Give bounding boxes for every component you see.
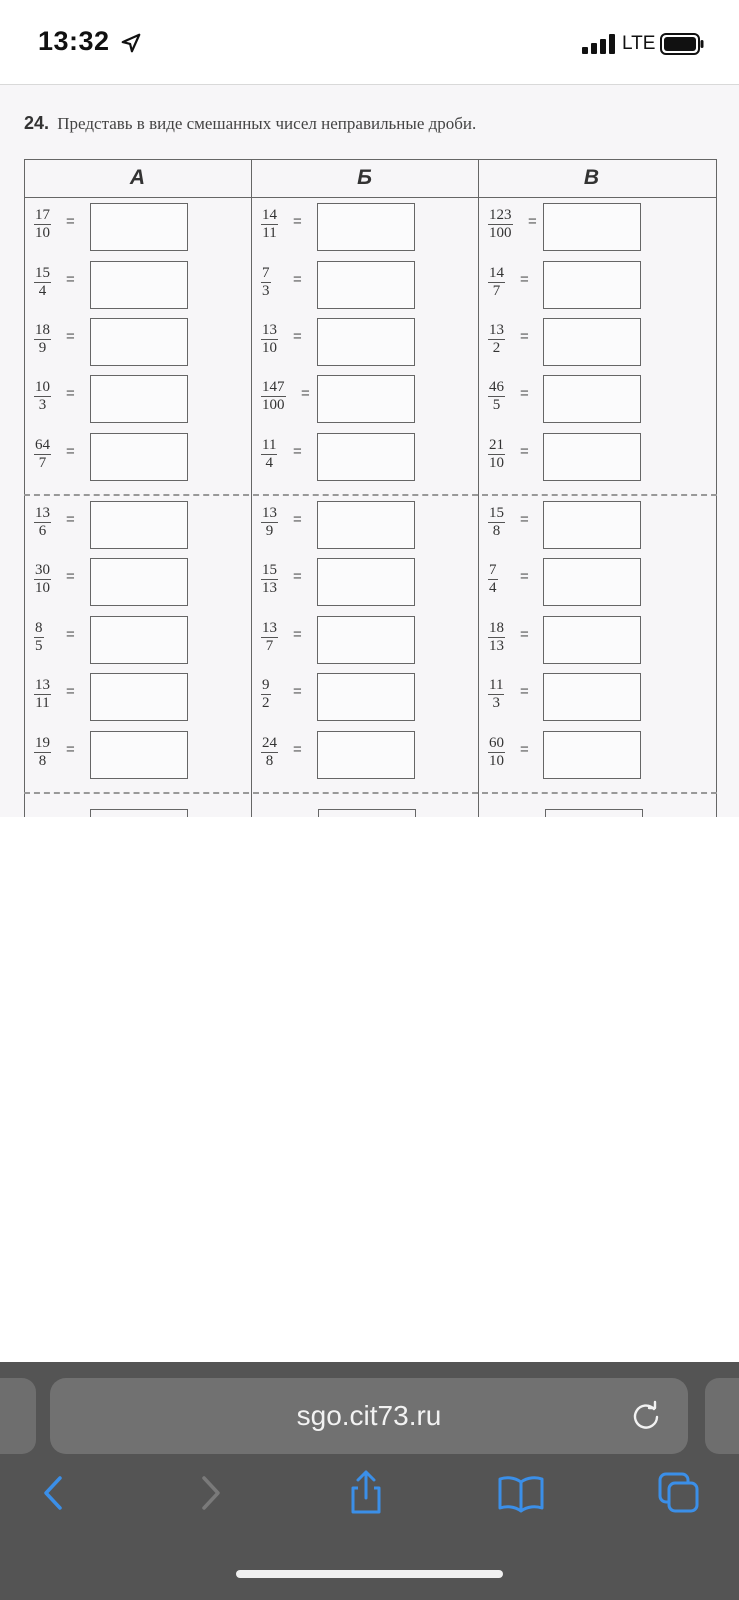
fraction: [261, 677, 271, 712]
task-heading: [24, 113, 476, 134]
share-icon[interactable]: [341, 1468, 391, 1518]
equals-sign: =: [293, 443, 302, 460]
equals-sign: =: [520, 568, 529, 585]
denominator: 10: [35, 580, 50, 596]
numerator: 123: [489, 207, 512, 223]
status-bar: [0, 0, 739, 84]
fraction: [34, 677, 51, 712]
cellular-signal-icon: [582, 34, 616, 54]
equals-sign: =: [66, 443, 75, 460]
section-divider: [24, 494, 717, 496]
answer-box: [90, 433, 188, 481]
equals-sign: =: [293, 741, 302, 758]
column-header-v: В: [583, 166, 600, 189]
denominator: 100: [262, 397, 285, 413]
answer-box: [90, 501, 188, 549]
answer-box: [90, 318, 188, 366]
denominator: 4: [38, 283, 47, 299]
cutoff-box: [90, 809, 188, 817]
numerator: 19: [35, 735, 50, 751]
fraction: [488, 505, 505, 540]
numerator: 14: [489, 265, 504, 281]
answer-box: [543, 673, 641, 721]
fraction: [34, 562, 51, 597]
numerator: 13: [489, 322, 504, 338]
previous-tab-preview[interactable]: [0, 1378, 36, 1454]
cutoff-box: [545, 809, 643, 817]
reload-icon[interactable]: [630, 1400, 662, 1432]
answer-box: [317, 318, 415, 366]
fraction: [34, 437, 51, 472]
home-indicator: [236, 1570, 503, 1578]
equals-sign: =: [293, 626, 302, 643]
back-icon[interactable]: [28, 1468, 78, 1518]
denominator: 4: [265, 455, 273, 471]
answer-box: [317, 673, 415, 721]
column-divider-2: [478, 159, 479, 817]
equals-sign: =: [520, 741, 529, 758]
answer-box: [317, 203, 415, 251]
answer-box: [317, 501, 415, 549]
equals-sign: =: [66, 626, 75, 643]
equals-sign: =: [520, 511, 529, 528]
fraction: [488, 562, 498, 597]
answer-box: [317, 261, 415, 309]
denominator: 3: [262, 283, 270, 299]
fraction: [488, 265, 505, 300]
fraction: [34, 620, 44, 655]
fraction: [488, 620, 505, 655]
next-tab-preview[interactable]: [705, 1378, 739, 1454]
battery-icon: [660, 33, 704, 55]
equals-sign: =: [293, 683, 302, 700]
fraction: [261, 505, 278, 540]
answer-box: [543, 375, 641, 423]
numerator: 11: [489, 677, 504, 693]
equals-sign: =: [301, 385, 310, 402]
column-divider-1: [251, 159, 252, 817]
denominator: 13: [489, 638, 504, 654]
answer-box: [90, 558, 188, 606]
denominator: 10: [35, 225, 50, 241]
denominator: 10: [262, 340, 277, 356]
equals-sign: =: [66, 385, 75, 402]
denominator: 7: [265, 638, 274, 654]
network-type: LTE: [622, 33, 656, 54]
equals-sign: =: [528, 213, 537, 230]
equals-sign: =: [520, 626, 529, 643]
numerator: 13: [262, 322, 277, 338]
fraction: [34, 379, 51, 414]
numerator: 13: [35, 505, 50, 521]
fraction: [261, 322, 278, 357]
equals-sign: =: [520, 443, 529, 460]
numerator: 7: [489, 562, 497, 578]
denominator: 3: [38, 397, 47, 413]
numerator: 13: [262, 620, 277, 636]
answer-box: [543, 318, 641, 366]
fraction: [488, 379, 505, 414]
answer-box: [543, 203, 641, 251]
numerator: 7: [262, 265, 270, 281]
fraction: [34, 505, 51, 540]
fraction-row: [24, 671, 529, 721]
answer-box: [543, 616, 641, 664]
numerator: 46: [489, 379, 504, 395]
equals-sign: =: [520, 328, 529, 345]
column-header-a: А: [129, 166, 146, 189]
fraction: [34, 735, 51, 770]
numerator: 64: [35, 437, 50, 453]
numerator: 147: [262, 379, 285, 395]
task-text: Представь в виде смешанных чисел неправильные дроби.: [57, 114, 477, 133]
equals-sign: =: [66, 683, 75, 700]
answer-box: [90, 261, 188, 309]
location-arrow-icon: [120, 32, 142, 54]
answer-box: [317, 731, 415, 779]
equals-sign: =: [66, 741, 75, 758]
equals-sign: =: [520, 683, 529, 700]
fraction: [488, 207, 513, 242]
table-header-border: [24, 197, 717, 198]
numerator: 13: [262, 505, 277, 521]
numerator: 13: [35, 677, 50, 693]
denominator: 8: [492, 523, 501, 539]
cutoff-box: [318, 809, 416, 817]
equals-sign: =: [520, 271, 529, 288]
tabs-icon[interactable]: [654, 1468, 704, 1518]
numerator: 17: [35, 207, 50, 223]
denominator: 10: [489, 753, 504, 769]
numerator: 15: [489, 505, 504, 521]
answer-box: [90, 616, 188, 664]
status-time: 13:32: [38, 26, 110, 56]
answer-box: [317, 375, 415, 423]
answer-box: [90, 203, 188, 251]
forward-icon[interactable]: [186, 1468, 236, 1518]
column-header-b: Б: [357, 166, 372, 189]
answer-box: [543, 501, 641, 549]
answer-box: [317, 616, 415, 664]
fraction: [261, 562, 278, 597]
numerator: 30: [35, 562, 50, 578]
numerator: 21: [489, 437, 504, 453]
denominator: 8: [38, 753, 47, 769]
fraction: [261, 207, 278, 242]
equals-sign: =: [66, 568, 75, 585]
denominator: 100: [489, 225, 512, 241]
denominator: 4: [489, 580, 497, 596]
equals-sign: =: [66, 328, 75, 345]
fraction: [261, 735, 278, 770]
numerator: 24: [262, 735, 277, 751]
table-right-border: [716, 159, 717, 817]
denominator: 9: [265, 523, 274, 539]
fraction: [488, 322, 505, 357]
equals-sign: =: [293, 328, 302, 345]
equals-sign: =: [293, 568, 302, 585]
denominator: 11: [35, 695, 50, 711]
answer-box: [317, 433, 415, 481]
task-number: 24.: [24, 113, 50, 133]
answer-box: [543, 433, 641, 481]
equals-sign: =: [66, 271, 75, 288]
denominator: 11: [262, 225, 277, 241]
denominator: 2: [262, 695, 270, 711]
bookmarks-icon[interactable]: [496, 1468, 546, 1518]
equals-sign: =: [520, 385, 529, 402]
fraction: [34, 207, 51, 242]
numerator: 15: [262, 562, 277, 578]
denominator: 6: [38, 523, 47, 539]
fraction: [34, 265, 51, 300]
numerator: 18: [489, 620, 504, 636]
fraction: [488, 735, 505, 770]
answer-box: [90, 673, 188, 721]
browser-toolbar: [0, 1362, 739, 1600]
denominator: 5: [492, 397, 501, 413]
answer-box: [543, 731, 641, 779]
numerator: 8: [35, 620, 43, 636]
numerator: 10: [35, 379, 50, 395]
denominator: 5: [35, 638, 43, 654]
answer-box: [543, 558, 641, 606]
denominator: 7: [38, 455, 47, 471]
equals-sign: =: [293, 213, 302, 230]
fraction: [261, 379, 286, 414]
address-text: sgo.cit73.ru: [296, 1400, 442, 1431]
fraction-table: [24, 159, 717, 817]
fraction-row: [24, 614, 529, 664]
equals-sign: =: [66, 213, 75, 230]
denominator: 3: [492, 695, 500, 711]
worksheet-image: [0, 85, 739, 817]
fraction: [34, 322, 51, 357]
fraction: [261, 437, 277, 472]
denominator: 10: [489, 455, 504, 471]
fraction: [488, 437, 505, 472]
equals-sign: =: [66, 511, 75, 528]
fraction: [261, 620, 278, 655]
address-bar[interactable]: [50, 1378, 688, 1454]
numerator: 11: [262, 437, 277, 453]
answer-box: [543, 261, 641, 309]
numerator: 14: [262, 207, 277, 223]
equals-sign: =: [293, 511, 302, 528]
numerator: 15: [35, 265, 50, 281]
numerator: 60: [489, 735, 504, 751]
answer-box: [90, 375, 188, 423]
numerator: 9: [262, 677, 270, 693]
denominator: 8: [265, 753, 274, 769]
answer-box: [317, 558, 415, 606]
denominator: 9: [38, 340, 47, 356]
section-divider-bottom: [24, 792, 717, 794]
fraction: [488, 677, 504, 712]
denominator: 2: [492, 340, 501, 356]
denominator: 13: [262, 580, 277, 596]
numerator: 18: [35, 322, 50, 338]
answer-box: [90, 731, 188, 779]
denominator: 7: [492, 283, 501, 299]
equals-sign: =: [293, 271, 302, 288]
fraction: [261, 265, 271, 300]
